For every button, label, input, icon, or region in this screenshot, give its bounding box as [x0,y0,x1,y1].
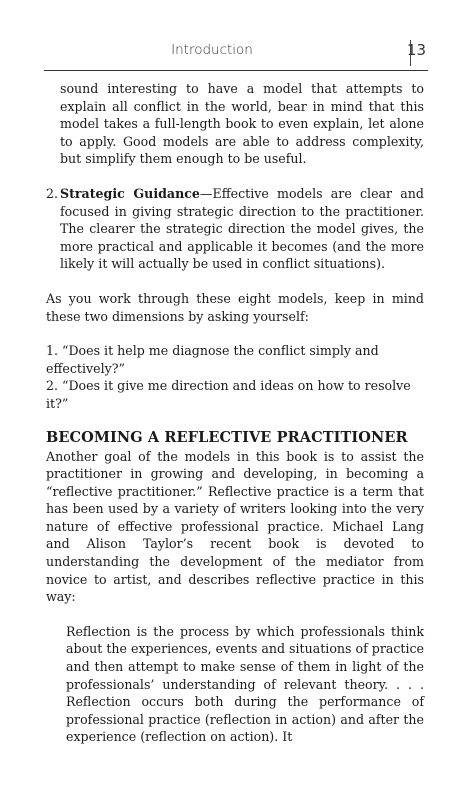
block-quote: Reflection is the process by which professionals think about the experiences, events and situations of practice and then attempt to make sense of them in light of the professionals’ understanding of relevant theory. . . . Reflection occurs both during the performance of professional practice (reflection in action) and after the experience (reflection on action). It [66,623,424,745]
list-item-strategic-guidance [46,185,424,273]
page-body [46,80,424,746]
continued-paragraph: sound interesting to have a model that attempts to explain all conflict in the world, bear in mind that this model takes a full-length book to even explain, let alone to apply. Good models are able to address complexity, but simplify them enough to be useful. [60,81,424,167]
questions-intro: As you work through these eight models, keep in mind these two dimensions by asking yourself: [46,290,424,324]
header-rule [44,70,428,71]
list-term: Strategic Guidance [60,185,200,201]
question-list [46,342,424,412]
question-item: 1. “Does it help me diagnose the conflict simply and effectively?” [46,343,379,376]
question-item: 2. “Does it give me direction and ideas on how to resolve it?” [46,378,411,411]
chapter-title: Introduction [171,42,253,58]
running-header [44,40,428,68]
list-number: 2. [46,185,59,201]
list-text: —Effective models are clear and focused in giving strategic direction to the practitioner. The clearer the strategic direction the model gives, the more practical and applicable it becomes (and the more likely it will actually be used in conflict situations). [60,185,424,272]
section-paragraph: Another goal of the models in this book is to assist the practitioner in growing and developing, in becoming a “reflective practitioner.” Reflective practice is a term that has been used by a variety of writers looking into the very nature of effective professional practice. Michael Lang and Alison Taylor’s recent book is devoted to understanding the development of the mediator from novice to artist, and describes reflective practice in this way: [46,448,424,605]
section-heading: BECOMING A REFLECTIVE PRACTITIONER [46,428,408,446]
page-number: 13 [406,41,426,59]
